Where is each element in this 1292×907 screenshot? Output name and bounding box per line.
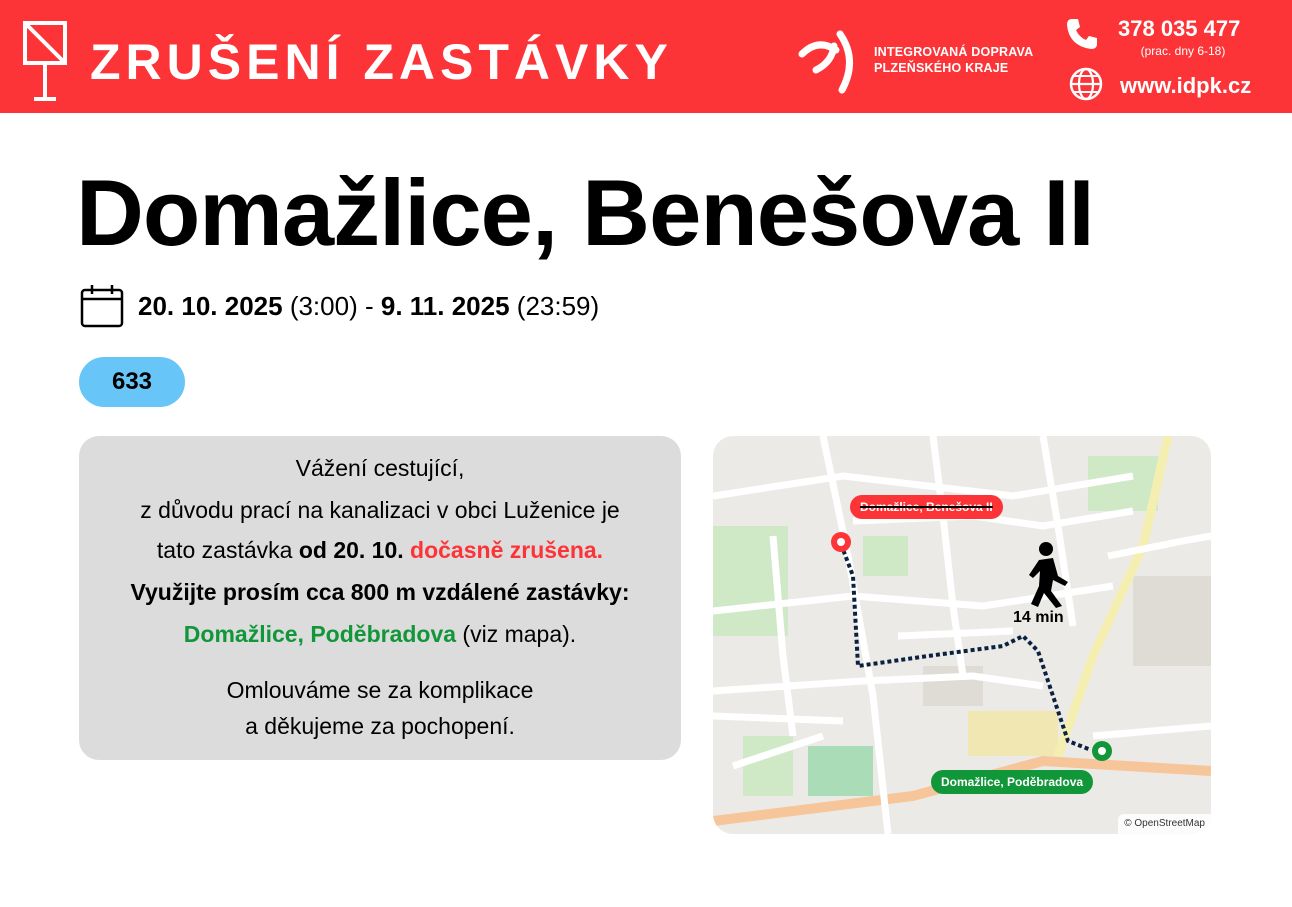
notice-box xyxy=(79,436,681,760)
notice-apology: Omlouváme se za komplikace xyxy=(226,677,534,703)
notice-alternative-stop xyxy=(79,616,681,652)
notice-cancellation-prefix: tato zastávka xyxy=(156,537,299,563)
calendar-icon xyxy=(80,284,124,328)
header-bar xyxy=(0,0,1292,113)
organization-name xyxy=(874,44,1033,76)
map-attribution[interactable]: © OpenStreetMap xyxy=(1118,814,1211,834)
notice-alternative-instruction: Využijte prosím cca 800 m vzdálené zastávky: xyxy=(130,579,630,605)
organization-line-1: INTEGROVANÁ DOPRAVA xyxy=(874,45,1034,59)
phone-number[interactable]: 378 035 477 xyxy=(1118,16,1241,41)
cancelled-stop-marker xyxy=(831,532,851,552)
organization-line-2: PLZEŇSKÉHO KRAJE xyxy=(874,61,1009,75)
date-to: 9. 11. 2025 xyxy=(380,291,510,321)
notice-cancellation-date: od 20. 10. xyxy=(298,537,404,563)
stop-name: Domažlice, Benešova II xyxy=(76,160,1094,265)
notice-thanks: a děkujeme za pochopení. xyxy=(245,713,515,739)
stop-sign-cancelled-icon xyxy=(22,20,70,104)
website-link[interactable]: www.idpk.cz xyxy=(1120,73,1252,98)
alternative-stop-name: Domažlice, Poděbradova xyxy=(183,621,457,647)
page-heading: ZRUŠENÍ ZASTÁVKY xyxy=(90,34,673,90)
alternative-stop-suffix: (viz mapa). xyxy=(456,621,577,647)
alternative-stop-label: Domažlice, Poděbradova xyxy=(931,770,1093,794)
notice-cancellation-status: dočasně zrušena. xyxy=(410,537,604,563)
notice-cancellation xyxy=(79,532,681,568)
line-number-badge: 633 xyxy=(79,357,185,407)
date-from: 20. 10. 2025 xyxy=(138,291,283,321)
notice-greeting: Vážení cestující, xyxy=(295,455,465,481)
cancelled-stop-label xyxy=(850,495,1003,519)
phone-hours: (prac. dny 6-18) xyxy=(1140,44,1226,58)
cancelled-stop-label-text: Domažlice, Benešova II xyxy=(860,500,993,514)
notice-reason: z důvodu prací na kanalizaci v obci Luženice je xyxy=(140,497,620,523)
phone-icon xyxy=(1064,16,1100,52)
globe-icon xyxy=(1068,66,1104,102)
date-separator: - xyxy=(364,291,374,321)
alternative-stop-marker xyxy=(1092,741,1112,761)
time-to: (23:59) xyxy=(516,291,600,321)
idpk-logo xyxy=(796,24,862,96)
validity-dates xyxy=(138,288,599,324)
detour-map xyxy=(713,436,1211,834)
walk-time: 14 min xyxy=(1013,609,1064,626)
time-from: (3:00) xyxy=(289,291,358,321)
